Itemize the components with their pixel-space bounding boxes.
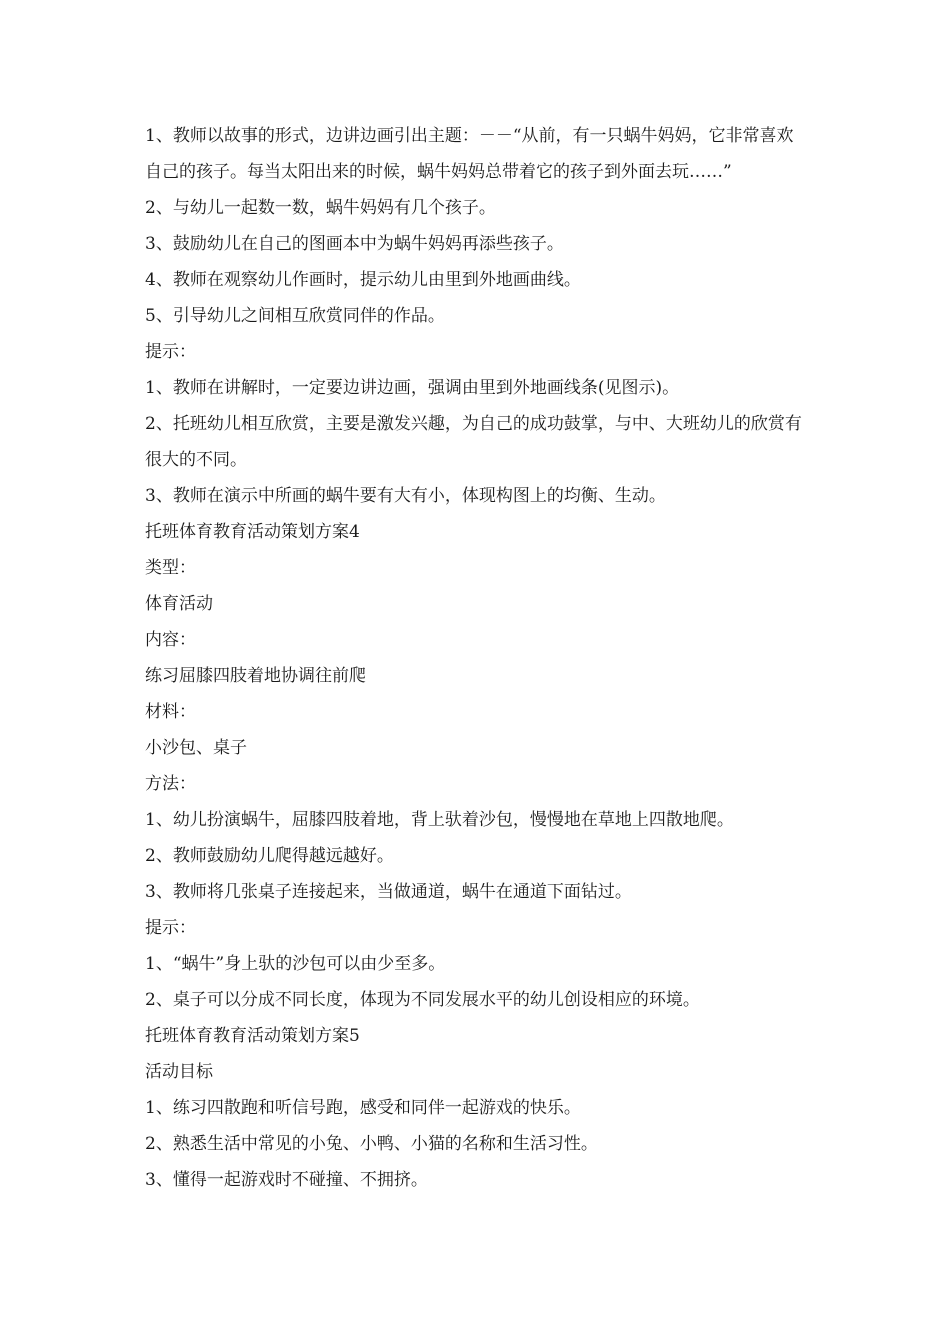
label-materials: 材料： <box>145 702 196 722</box>
label-type: 类型： <box>145 558 196 578</box>
label-content: 内容： <box>145 630 196 650</box>
paragraph-tip-2-1: 1、“蜗牛”身上驮的沙包可以由少至多。 <box>145 954 446 974</box>
value-materials: 小沙包、桌子 <box>145 738 247 758</box>
paragraph-goal-3: 3、懂得一起游戏时不碰撞、不拥挤。 <box>145 1170 428 1190</box>
paragraph-tip-1: 1、教师在讲解时，一定要边讲边画，强调由里到外地画线条(见图示)。 <box>145 378 680 398</box>
section-label-tips: 提示： <box>145 342 196 362</box>
paragraph-tip-2: 2、托班幼儿相互欣赏，主要是激发兴趣，为自己的成功鼓掌，与中、大班幼儿的欣赏有很大的不同。 <box>145 414 802 470</box>
paragraph-goal-1: 1、练习四散跑和听信号跑，感受和同伴一起游戏的快乐。 <box>145 1098 581 1118</box>
paragraph-method-3: 3、教师将几张桌子连接起来，当做通道，蜗牛在通道下面钻过。 <box>145 882 632 902</box>
paragraph-goal-2: 2、熟悉生活中常见的小兔、小鸭、小猫的名称和生活习性。 <box>145 1134 598 1154</box>
paragraph-tip-3: 3、教师在演示中所画的蜗牛要有大有小，体现构图上的均衡、生动。 <box>145 486 666 506</box>
section-heading-plan-4: 托班体育教育活动策划方案4 <box>145 522 360 542</box>
paragraph-method-1: 1、幼儿扮演蜗牛，屈膝四肢着地，背上驮着沙包，慢慢地在草地上四散地爬。 <box>145 810 734 830</box>
document-body <box>145 118 810 1198</box>
value-content: 练习屈膝四肢着地协调往前爬 <box>145 666 366 686</box>
section-heading-plan-5: 托班体育教育活动策划方案5 <box>145 1026 360 1046</box>
paragraph-method-2: 2、教师鼓励幼儿爬得越远越好。 <box>145 846 394 866</box>
paragraph-step-4: 4、教师在观察幼儿作画时，提示幼儿由里到外地画曲线。 <box>145 270 581 290</box>
paragraph-story-intro: 1、教师以故事的形式，边讲边画引出主题：－－“从前，有一只蜗牛妈妈，它非常喜欢自己的孩子。每当太阳出来的时候，蜗牛妈妈总带着它的孩子到外面去玩……” <box>145 126 794 182</box>
paragraph-tip-2-2: 2、桌子可以分成不同长度，体现为不同发展水平的幼儿创设相应的环境。 <box>145 990 700 1010</box>
label-activity-goals: 活动目标 <box>145 1062 213 1082</box>
paragraph-step-2: 2、与幼儿一起数一数，蜗牛妈妈有几个孩子。 <box>145 198 496 218</box>
value-type: 体育活动 <box>145 594 213 614</box>
label-method: 方法： <box>145 774 196 794</box>
paragraph-step-3: 3、鼓励幼儿在自己的图画本中为蜗牛妈妈再添些孩子。 <box>145 234 564 254</box>
section-label-tips-2: 提示： <box>145 918 196 938</box>
paragraph-step-5: 5、引导幼儿之间相互欣赏同伴的作品。 <box>145 306 445 326</box>
